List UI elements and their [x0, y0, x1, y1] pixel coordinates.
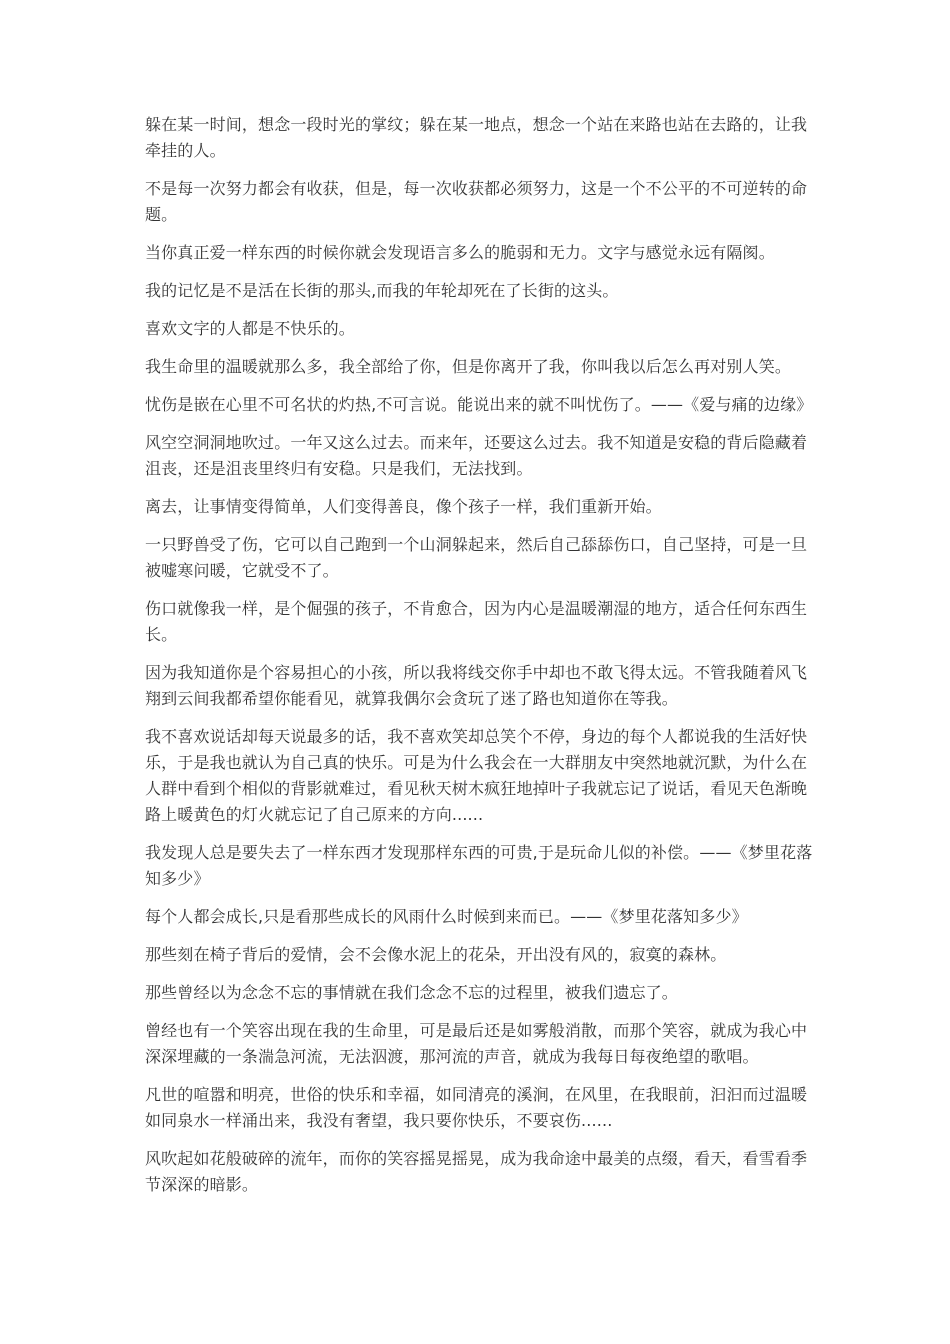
- paragraph: 风吹起如花般破碎的流年，而你的笑容摇晃摇晃，成为我命途中最美的点缀，看天，看雪看季节深深的暗影。: [145, 1149, 808, 1194]
- paragraph: 一只野兽受了伤，它可以自己跑到一个山洞躲起来，然后自己舔舔伤口，自己坚持，可是一旦被嘘寒问暖，它就受不了。: [145, 535, 808, 580]
- paragraph: 不是每一次努力都会有收获，但是，每一次收获都必须努力，这是一个不公平的不可逆转的命题。: [145, 179, 808, 224]
- paragraph: 曾经也有一个笑容出现在我的生命里，可是最后还是如雾般消散，而那个笑容，就成为我心中深深埋藏的一条湍急河流，无法泅渡，那河流的声音，就成为我每日每夜绝望的歌唱。: [145, 1021, 808, 1066]
- paragraph: 忧伤是嵌在心里不可名状的灼热,不可言说。能说出来的就不叫忧伤了。——《爱与痛的边缘》: [145, 395, 813, 414]
- paragraph: 凡世的喧嚣和明亮，世俗的快乐和幸福，如同清亮的溪涧，在风里，在我眼前，汩汩而过温暖如同泉水一样涌出来，我没有奢望，我只要你快乐，不要哀伤......: [145, 1085, 808, 1130]
- paragraph: 离去，让事情变得简单，人们变得善良，像个孩子一样，我们重新开始。: [145, 497, 662, 516]
- paragraph: 我生命里的温暖就那么多，我全部给了你，但是你离开了我，你叫我以后怎么再对别人笑。: [145, 357, 792, 376]
- paragraph: 那些曾经以为念念不忘的事情就在我们念念不忘的过程里，被我们遗忘了。: [145, 983, 678, 1002]
- paragraph: 躲在某一时间，想念一段时光的掌纹；躲在某一地点，想念一个站在来路也站在去路的，让我牵挂的人。: [145, 115, 808, 160]
- paragraph: 我不喜欢说话却每天说最多的话，我不喜欢笑却总笑个不停，身边的每个人都说我的生活好快乐，于是我也就认为自己真的快乐。可是为什么我会在一大群朋友中突然地就沉默，为什么在人群中看到个相似的背影就难过，看见秋天树木疯狂地掉叶子我就忘记了说话，看见天色渐晚路上暖黄色的灯火就忘记了自己原来的方向......: [145, 727, 808, 824]
- paragraph: 喜欢文字的人都是不快乐的。: [145, 319, 355, 338]
- paragraph: 当你真正爱一样东西的时候你就会发现语言多么的脆弱和无力。文字与感觉永远有隔阂。: [145, 243, 775, 262]
- paragraph: 因为我知道你是个容易担心的小孩，所以我将线交你手中却也不敢飞得太远。不管我随着风飞翔到云间我都希望你能看见，就算我偶尔会贪玩了迷了路也知道你在等我。: [145, 663, 808, 708]
- paragraph: 伤口就像我一样，是个倔强的孩子，不肯愈合，因为内心是温暖潮湿的地方，适合任何东西生长。: [145, 599, 808, 644]
- paragraph: 风空空洞洞地吹过。一年又这么过去。而来年，还要这么过去。我不知道是安稳的背后隐藏着沮丧，还是沮丧里终归有安稳。只是我们，无法找到。: [145, 433, 808, 478]
- paragraph: 每个人都会成长,只是看那些成长的风雨什么时候到来而已。——《梦里花落知多少》: [145, 907, 748, 926]
- paragraph: 那些刻在椅子背后的爱情，会不会像水泥上的花朵，开出没有风的，寂寞的森林。: [145, 945, 727, 964]
- paragraph: 我的记忆是不是活在长街的那头,而我的年轮却死在了长街的这头。: [145, 281, 619, 300]
- document-body: [145, 112, 815, 1210]
- paragraph: 我发现人总是要失去了一样东西才发现那样东西的可贵,于是玩命儿似的补偿。——《梦里花落知多少》: [145, 843, 813, 888]
